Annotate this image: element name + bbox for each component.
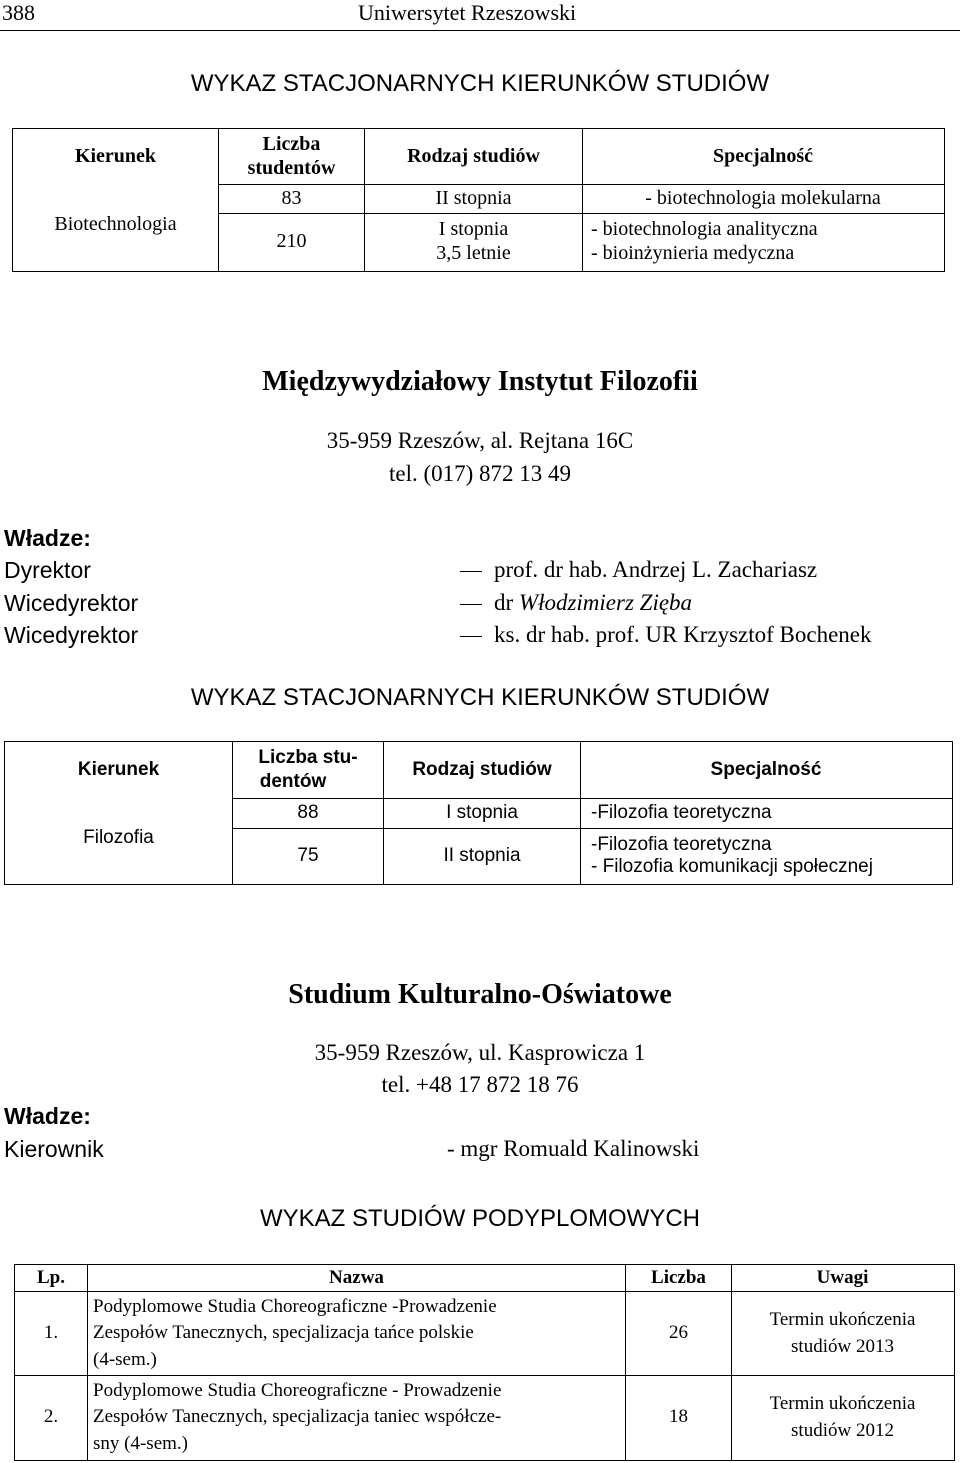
person-dyrektor: prof. dr hab. Andrzej L. Zachariasz <box>460 557 817 583</box>
person-kierownik: - mgr Romuald Kalinowski <box>447 1136 700 1161</box>
section2-title: WYKAZ STACJONARNYCH KIERUNKÓW STUDIÓW <box>190 684 770 711</box>
liczba-18: 18 <box>669 1406 688 1428</box>
uwagi-1: Termin ukończenia studiów 2013 <box>769 1308 916 1357</box>
rodzaj-i-letnie: I stopnia 3,5 letnie <box>436 218 511 264</box>
person-wicedyrektor-1: dr Włodzimierz Zięba <box>460 590 692 616</box>
lp-2: 2. <box>43 1406 59 1428</box>
nazwa-2: Podyplomowe Studia Choreograficzne - Prowadzenie Zespołów Tanecznych, specjalizacja taniec współcze- sny (4-sem.) <box>93 1379 502 1454</box>
kierunek-filozofia: Filozofia <box>83 827 154 848</box>
section1-title: WYKAZ STACJONARNYCH KIERUNKÓW STUDIÓW <box>190 70 770 97</box>
col-specjalnosc: Specjalność <box>713 144 813 167</box>
spec-teoretyczna-komunikacji: -Filozofia teoretyczna - Filozofia komunikacji społecznej <box>591 833 873 877</box>
nazwa-1: Podyplomowe Studia Choreograficzne -Prowadzenie Zespołów Tanecznych, specjalizacja tańce polskie (4-sem.) <box>93 1295 497 1370</box>
rodzaj-ii: II stopnia <box>435 187 512 210</box>
section3-title: WYKAZ STUDIÓW PODYPLOMOWYCH <box>259 1205 700 1232</box>
authorities-label: Władze: <box>4 525 91 551</box>
spec-molekularna: - biotechnologia molekularna <box>645 187 881 210</box>
liczba-88: 88 <box>297 802 319 824</box>
institute-name: Międzywydziałowy Instytut Filozofii <box>262 366 698 397</box>
liczba-26: 26 <box>669 1322 688 1344</box>
running-title: Uniwersytet Rzeszowski <box>358 0 577 25</box>
institute-address: 35-959 Rzeszów, al. Rejtana 16C <box>326 428 634 453</box>
col3-nazwa: Nazwa <box>329 1266 384 1288</box>
col2-liczba: Liczba stu- dentów <box>258 747 358 792</box>
rodzaj2-ii: II stopnia <box>443 844 521 866</box>
studium-phone: tel. +48 17 872 18 76 <box>381 1072 579 1097</box>
rodzaj2-i: I stopnia <box>446 802 518 824</box>
spec-teoretyczna: -Filozofia teoretyczna <box>591 802 772 824</box>
col3-lp: Lp. <box>37 1266 65 1288</box>
studium-address: 35-959 Rzeszów, ul. Kasprowicza 1 <box>314 1040 646 1065</box>
col3-liczba: Liczba <box>651 1266 706 1288</box>
role-kierownik: Kierownik <box>4 1136 104 1162</box>
uwagi-2: Termin ukończenia studiów 2012 <box>769 1392 916 1441</box>
institute-phone: tel. (017) 872 13 49 <box>388 461 572 486</box>
col3-uwagi: Uwagi <box>816 1266 869 1288</box>
role-dyrektor: Dyrektor <box>4 557 91 583</box>
header-rule <box>0 30 960 31</box>
role-wicedyrektor-1: Wicedyrektor <box>4 590 139 616</box>
page-number: 388 <box>2 0 35 25</box>
liczba-75: 75 <box>297 844 319 866</box>
col2-kierunek: Kierunek <box>77 758 160 780</box>
studium-authorities-label: Władze: <box>4 1103 91 1129</box>
studium-name: Studium Kulturalno-Oświatowe <box>288 979 672 1010</box>
liczba-210: 210 <box>276 230 307 253</box>
col-liczba: Liczba studentów <box>247 132 336 179</box>
lp-1: 1. <box>43 1322 59 1344</box>
role-wicedyrektor-2: Wicedyrektor <box>4 622 139 648</box>
col-kierunek: Kierunek <box>74 144 157 167</box>
liczba-83: 83 <box>281 187 302 210</box>
spec-analityczna-medyczna: - biotechnologia analityczna - bioinżynieria medyczna <box>591 218 818 264</box>
person-wicedyrektor-2: ks. dr hab. prof. UR Krzysztof Bochenek <box>460 622 872 648</box>
col-rodzaj: Rodzaj studiów <box>407 144 540 167</box>
col2-rodzaj: Rodzaj studiów <box>412 758 552 780</box>
col2-specjalnosc: Specjalność <box>710 758 822 780</box>
kierunek-biotech: Biotechnologia <box>54 213 177 235</box>
